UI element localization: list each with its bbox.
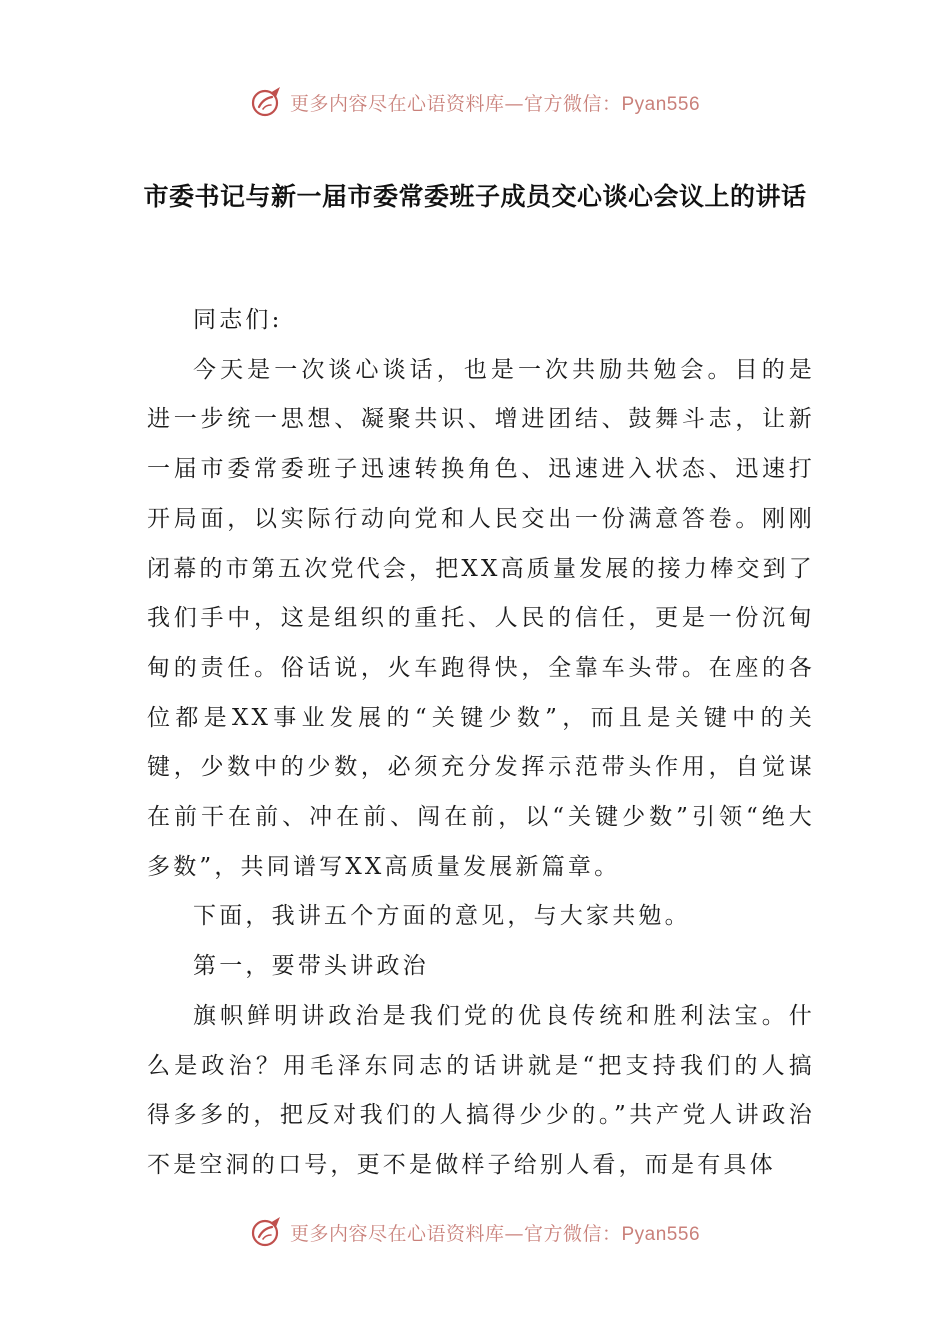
watermark-contact: Pyan556	[621, 93, 701, 115]
pen-circle-logo-icon	[250, 1215, 284, 1249]
footer-watermark	[0, 1212, 950, 1252]
intro-paragraph: 今天是一次谈心谈话，也是一次共励共勉会。目的是进一步统一思想、凝聚共识、增进团结、鼓舞斗志，让新一届市委常委班子迅速转换角色、迅速进入状态、迅速打开局面，以实际行动向党和人民交出一份满意答卷。刚刚闭幕的市第五次党代会，把XX高质量发展的接力棒交到了我们手中，这是组织的重托、人民的信任，更是一份沉甸甸的责任。俗话说，火车跑得快，全靠车头带。在座的各位都是XX事业发展的“关键少数”，而且是关键中的关键，少数中的少数，必须充分发挥示范带头作用，自觉谋在前干在前、冲在前、闯在前，以“关键少数”引领“绝大多数”，共同谱写XX高质量发展新篇章。	[147, 356, 815, 880]
pen-circle-logo-icon	[250, 85, 284, 119]
watermark-site-text: 更多内容尽在心语资料库—官方微信：	[289, 92, 622, 115]
document-body	[147, 296, 815, 1191]
section-heading: 第一，要带头讲政治	[193, 953, 429, 980]
document-title: 市委书记与新一届市委常委班子成员交心谈心会议上的讲话	[143, 182, 807, 211]
watermark-content	[250, 1215, 700, 1249]
section-paragraph: 旗帜鲜明讲政治是我们党的优良传统和胜利法宝。什么是政治？用毛泽东同志的话讲就是“把支持我们的人搞得多多的，把反对我们的人搞得少少的。”共产党人讲政治不是空洞的口号，更不是做样子给别人看，而是有具体	[147, 1002, 815, 1178]
salutation-paragraph: 同志们:	[193, 307, 283, 333]
watermark-contact: Pyan556	[621, 1223, 701, 1245]
watermark-site-text: 更多内容尽在心语资料库—官方微信：	[289, 1222, 622, 1245]
outline-paragraph: 下面，我讲五个方面的意见，与大家共勉。	[193, 903, 691, 930]
watermark-content	[250, 85, 700, 119]
header-watermark	[0, 82, 950, 122]
